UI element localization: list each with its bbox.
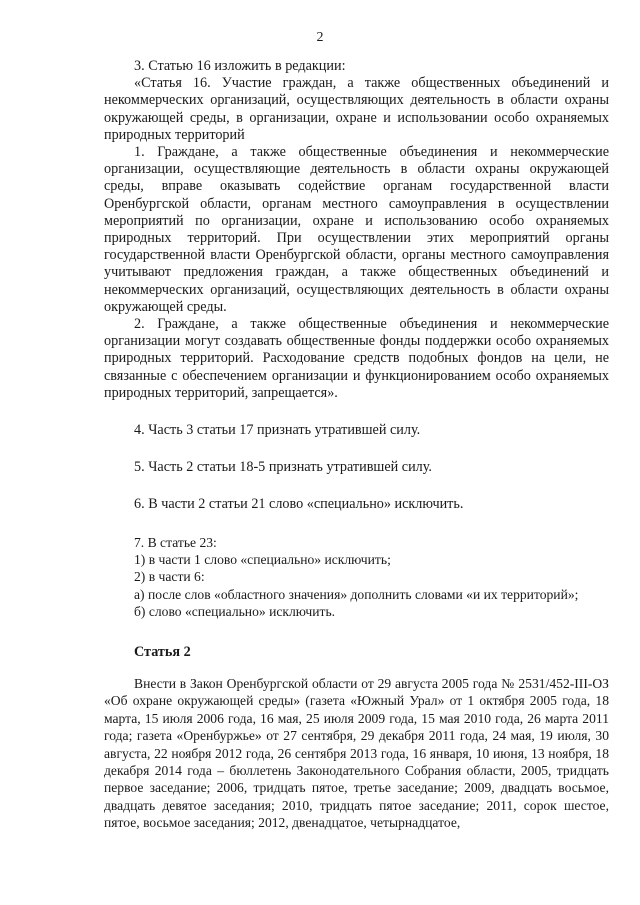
item-7-sub-1: 1) в части 1 слово «специально» исключить; — [134, 552, 391, 568]
item-6: 6. В части 2 статьи 21 слово «специально» исключить. — [134, 496, 464, 513]
item-7-sub-2b: б) слово «специально» исключить. — [134, 604, 336, 620]
item-7-sub-2: 2) в части 6: — [134, 569, 205, 585]
item-4: 4. Часть 3 статьи 17 признать утратившей силу. — [134, 422, 421, 439]
article-2-text: Внести в Закон Оренбургской области от 29 августа 2005 года № 2531/452-III-ОЗ «Об охране окружающей среды» (газета «Южный Урал» от 1 октября 2005 года, 18 марта, 15 июля 2006 года, 16 мая, 25 июля 2009 года, 15 мая 2010 года, 26 марта 2011 года; газета «Оренбуржье» от 27 сентября, 29 декабря 2011 года, 24 мая, 19 июля, 30 августа, 22 ноября 2012 года, 26 сентября 2013 года, 16 января, 10 июня, 13 ноября, 18 декабря 2014 года – бюллетень Законодательного Собрания области, 2005, тридцать первое заседание; 2006, тридцать пятое, третье заседание; 2009, двадцать восьмое, двадцать девятое заседания; 2010, тридцать пятое заседание; 2011, сорок шестое, пятое, восьмое заседания; 2012, двенадцатое, четырнадцатое, — [104, 675, 609, 831]
page-number: 2 — [316, 30, 324, 45]
article-16-part-1: 1. Граждане, а также общественные объединения и некоммерческие организации, осуществляющие деятельность в области охраны окружающей среды, вправе оказывать содействие органам государственной власти Оренбургской области, органам местного самоуправления в осуществлении мероприятий по организации, охране и использованию особо охраняемых природных территорий. При осуществлении этих мероприятий органы государственной власти Оренбургской области, органы местного самоуправления учитывают предложения граждан, а также общественных объединений и некоммерческих организаций, осуществляющих деятельность в области охраны окружающей среды. — [104, 144, 609, 315]
item-7: 7. В статье 23: — [134, 534, 217, 550]
item-3: 3. Статью 16 изложить в редакции: — [134, 58, 346, 74]
article-2-heading: Статья 2 — [134, 643, 191, 660]
item-7-sub-2a: а) после слов «областного значения» дополнить словами «и их территорий»; — [134, 586, 579, 602]
article-16-title: «Статья 16. Участие граждан, а также общественных объединений и некоммерческих организаций, осуществляющих деятельность в области охраны окружающей среды, в организации, охране и использовании особо охраняемых природных территорий — [104, 75, 609, 143]
item-5: 5. Часть 2 статьи 18-5 признать утратившей силу. — [134, 459, 432, 476]
document-body — [104, 58, 609, 832]
article-16-part-2: 2. Граждане, а также общественные объединения и некоммерческие организации могут создавать общественные фонды поддержки особо охраняемых природных территорий. Расходование средств подобных фондов на цели, не связанные с обеспечением организации и функционированием особо охраняемых природных территорий, запрещается». — [104, 316, 609, 401]
